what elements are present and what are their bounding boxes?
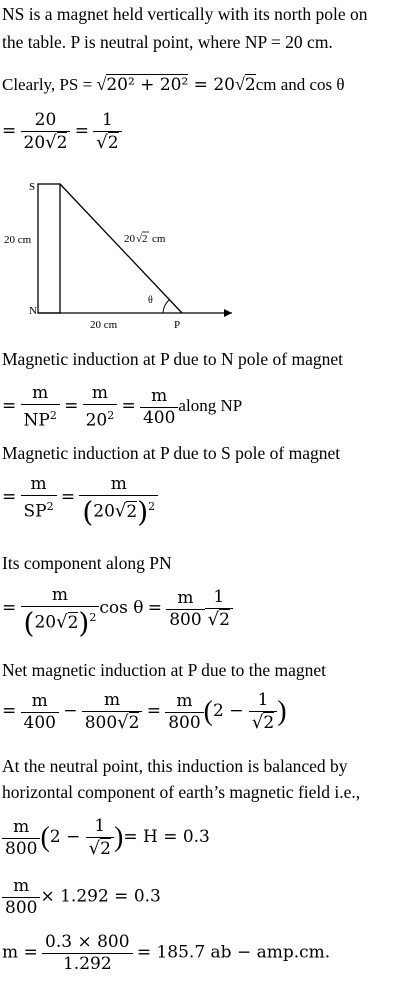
arrow-head [224, 309, 232, 317]
magnet-bar [38, 184, 60, 313]
section-4-heading: Net magnetic induction at P due to the magnet [2, 660, 326, 680]
hypotenuse-line [60, 184, 182, 313]
section-5-line-2: horizontal component of earth’s magnetic field i.e., [2, 782, 361, 802]
section-1-heading: Magnetic induction at P due to N pole of magnet [2, 349, 344, 369]
bottom-dimension: 20 cm [90, 319, 118, 331]
section-6-equation: $\frac{m}{800}$ × 1.292 = 0.3 [2, 876, 161, 919]
clearly-equation: Clearly, PS = √20² + 20² = 20√2cm and cos θ [2, 74, 345, 95]
section-4-equation: = $\frac{m}{400}$ − $\frac{m}{800√2}$ = $\frac{m}{800}$ (2 − $\frac{1}{√2}$ ) [2, 690, 287, 733]
section-5-equation: $\frac{m}{800}$ (2 − $\frac{1}{√2}$ )= H = 0.3 [2, 816, 210, 860]
left-dimension: 20 cm [4, 234, 32, 246]
section-3-equation: = $\frac{m}{(20√2)^2}$ cos θ = $\frac{m}{800}$ $\frac{1}{√2}$ [2, 585, 233, 634]
section-2-equation: = $\frac{m}{SP^2}$ = $\frac{m}{(20√2)^2}$ [2, 474, 158, 523]
svg-text:2: 2 [142, 233, 148, 245]
label-P: P [174, 319, 181, 331]
svg-text:√: √ [136, 233, 143, 245]
hypotenuse-dimension [124, 232, 166, 245]
section-3-heading: Its component along PN [2, 553, 172, 573]
section-2-heading: Magnetic induction at P due to S pole of magnet [2, 443, 341, 463]
label-S: S [29, 181, 36, 193]
magnet-diagram [0, 176, 250, 336]
svg-text:20: 20 [124, 233, 135, 245]
svg-text:cm: cm [152, 233, 166, 245]
label-N: N [29, 305, 37, 317]
angle-theta: θ [148, 295, 153, 306]
intro-line-2: the table. P is neutral point, where NP = 20 cm. [2, 32, 333, 52]
angle-arc [163, 300, 169, 313]
section-5-line-1: At the neutral point, this induction is balanced by [2, 756, 348, 776]
intro-line-1: NS is a magnet held vertically with its north pole on [2, 4, 368, 24]
section-7-equation: m = $\frac{0.3 \times 800}{1.292}$ = 185.7 ab − amp.cm. [2, 932, 331, 974]
cos-equation: = $\frac{20}{20√2}$ = $\frac{1}{√2}$ [2, 110, 122, 154]
section-1-equation: = $\frac{m}{NP^2}$ = $\frac{m}{20^2}$ = $\frac{m}{400}$ along NP [2, 383, 243, 431]
